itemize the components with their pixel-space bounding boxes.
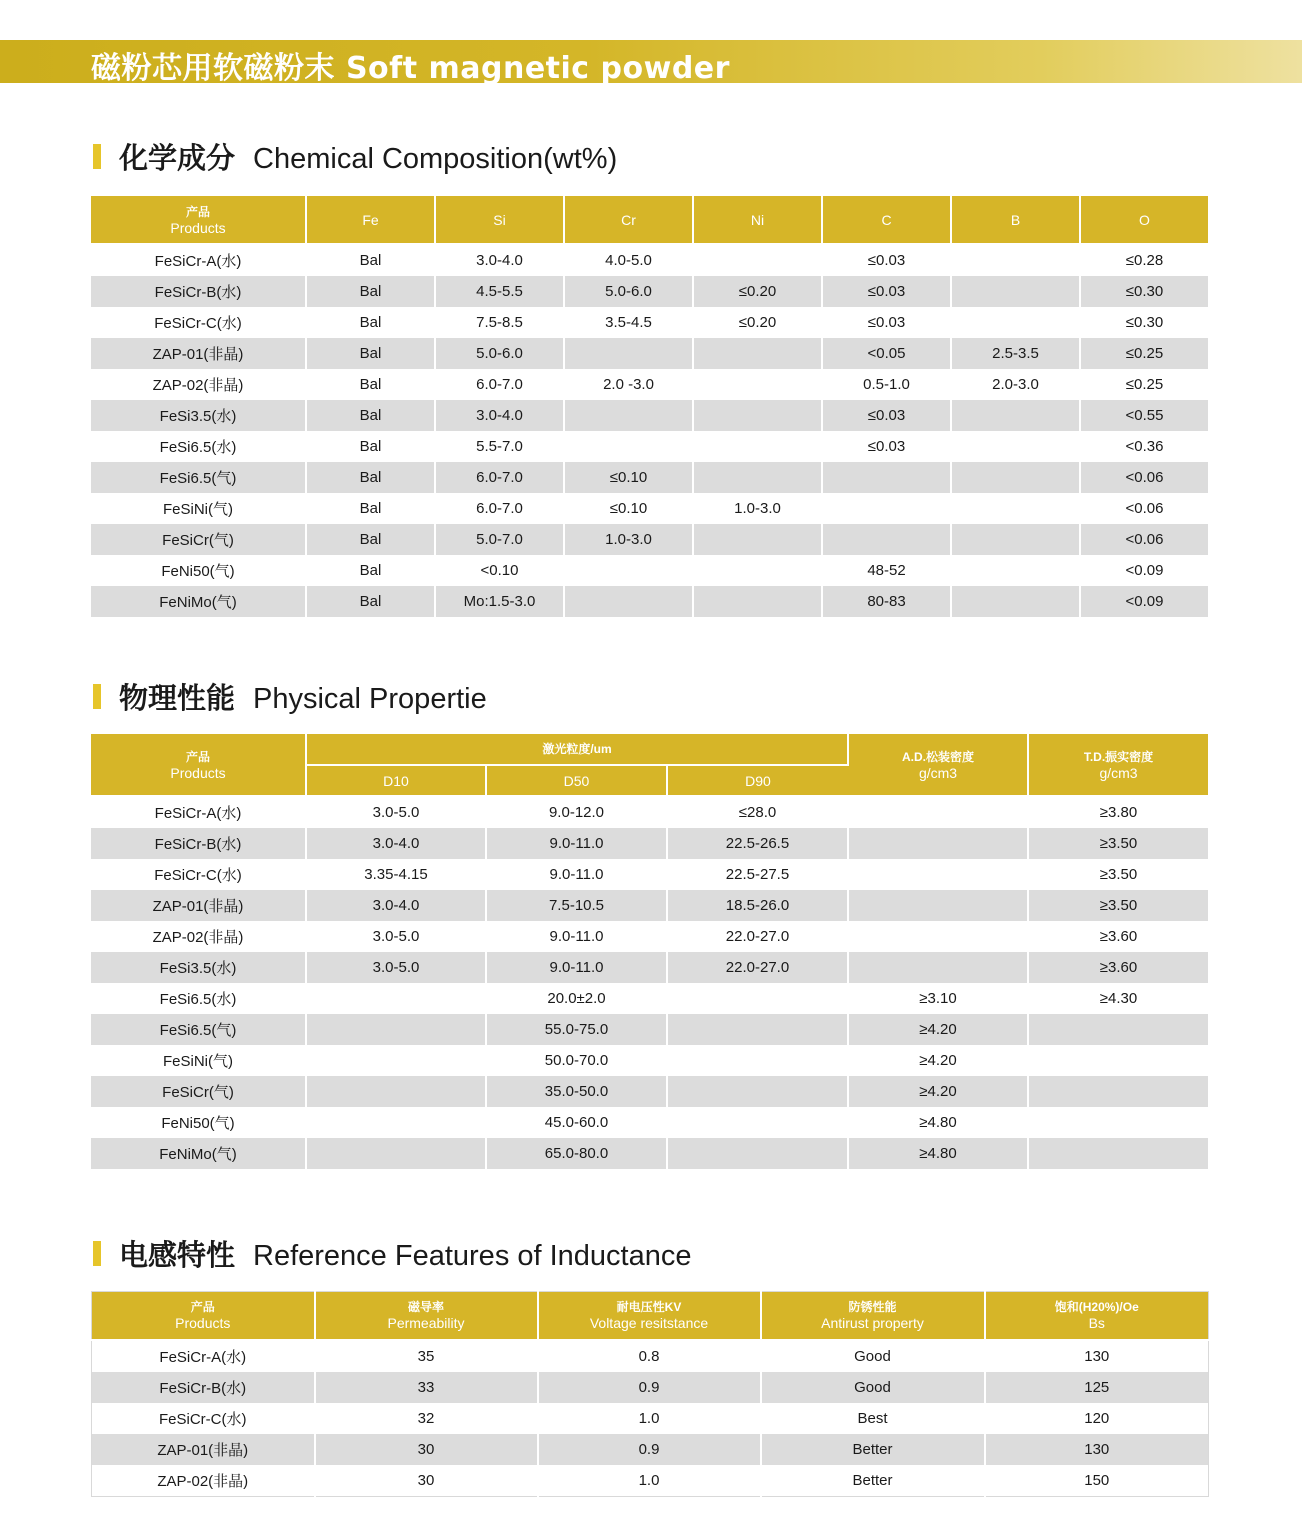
table-cell — [667, 1014, 848, 1045]
product-name-cell: ZAP-01(非晶) — [92, 1434, 315, 1465]
table-cell: 6.0-7.0 — [435, 462, 564, 493]
table-cell: Bal — [306, 493, 435, 524]
chem-composition-table — [91, 196, 1208, 617]
table-cell: Good — [761, 1372, 985, 1403]
table-row — [91, 1138, 1208, 1169]
table-row — [91, 369, 1208, 400]
table-cell — [951, 431, 1080, 462]
header-laser-particle-size: 激光粒度/um — [306, 734, 848, 765]
table-cell: <0.36 — [1080, 431, 1208, 462]
table-cell: Bal — [306, 276, 435, 307]
table-cell — [951, 524, 1080, 555]
table-cell: 0.9 — [538, 1434, 761, 1465]
table-cell — [822, 462, 951, 493]
table-cell: 22.0-27.0 — [667, 921, 848, 952]
table-cell — [306, 1138, 486, 1169]
table-row — [91, 1014, 1208, 1045]
table-row — [91, 276, 1208, 307]
table-cell: Bal — [306, 400, 435, 431]
header-products: 产品 Products — [92, 1292, 315, 1340]
chem-title-cn: 化学成分 — [119, 143, 236, 175]
table-cell: ≤0.10 — [564, 462, 693, 493]
table-cell: <0.06 — [1080, 462, 1208, 493]
inductance-table — [91, 1291, 1209, 1497]
table-cell: ≤0.10 — [564, 493, 693, 524]
table-row — [91, 1045, 1208, 1076]
table-cell — [1028, 1138, 1208, 1169]
table-row — [91, 338, 1208, 369]
table-cell: <0.10 — [435, 555, 564, 586]
table-row — [91, 493, 1208, 524]
product-name-cell: FeSi6.5(水) — [91, 983, 306, 1014]
header-ni: Ni — [693, 196, 822, 244]
table-cell — [951, 586, 1080, 617]
table-cell — [848, 921, 1028, 952]
header-cr: Cr — [564, 196, 693, 244]
table-cell: ≤0.30 — [1080, 276, 1208, 307]
table-cell: 35.0-50.0 — [486, 1076, 667, 1107]
table-cell: 3.0-5.0 — [306, 921, 486, 952]
table-cell — [693, 586, 822, 617]
table-cell: Bal — [306, 555, 435, 586]
table-cell: ≤0.03 — [822, 400, 951, 431]
table-cell: Good — [761, 1340, 985, 1372]
table-cell: Best — [761, 1403, 985, 1434]
section-marker — [93, 144, 101, 169]
header-fe: Fe — [306, 196, 435, 244]
table-cell: Bal — [306, 244, 435, 276]
table-cell — [848, 890, 1028, 921]
ind-title-en: Reference Features of Inductance — [253, 1240, 692, 1272]
table-cell — [951, 400, 1080, 431]
table-row — [91, 828, 1208, 859]
table-cell: Bal — [306, 462, 435, 493]
table-cell: Mo:1.5-3.0 — [435, 586, 564, 617]
table-cell — [848, 796, 1028, 828]
table-cell — [951, 462, 1080, 493]
product-name-cell: FeSiCr-C(水) — [92, 1403, 315, 1434]
chem-section-title — [119, 136, 617, 177]
header-d90: D90 — [667, 765, 848, 796]
ind-title-cn: 电感特性 — [119, 1240, 236, 1272]
table-cell: ≥3.50 — [1028, 859, 1208, 890]
product-name-cell: FeSiCr(气) — [91, 1076, 306, 1107]
table-cell: 18.5-26.0 — [667, 890, 848, 921]
table-cell — [564, 586, 693, 617]
table-cell: ≥4.20 — [848, 1076, 1028, 1107]
table-cell — [951, 244, 1080, 276]
table-cell: Bal — [306, 524, 435, 555]
table-cell: ≥4.30 — [1028, 983, 1208, 1014]
table-row — [91, 462, 1208, 493]
table-cell: 7.5-10.5 — [486, 890, 667, 921]
table-cell: 3.0-5.0 — [306, 796, 486, 828]
table-cell — [693, 369, 822, 400]
header-permeability: 磁导率 Permeability — [315, 1292, 538, 1340]
product-name-cell: ZAP-01(非晶) — [91, 890, 306, 921]
product-name-cell: FeSiCr(气) — [91, 524, 306, 555]
table-cell: 2.0-3.0 — [951, 369, 1080, 400]
physical-properties-table — [91, 734, 1208, 1169]
section-marker — [93, 684, 101, 709]
table-cell: 7.5-8.5 — [435, 307, 564, 338]
table-cell: 0.9 — [538, 1372, 761, 1403]
table-row — [92, 1340, 1209, 1372]
table-row — [91, 400, 1208, 431]
product-name-cell: FeSi6.5(水) — [91, 431, 306, 462]
table-row — [91, 586, 1208, 617]
table-cell: 0.8 — [538, 1340, 761, 1372]
table-cell — [822, 493, 951, 524]
chem-title-en: Chemical Composition(wt%) — [253, 143, 618, 175]
table-cell: ≥4.80 — [848, 1107, 1028, 1138]
table-cell: ≤0.20 — [693, 276, 822, 307]
table-row — [91, 555, 1208, 586]
table-cell — [1028, 1076, 1208, 1107]
table-cell: 9.0-12.0 — [486, 796, 667, 828]
banner-title: 磁粉芯用软磁粉末 Soft magnetic powder — [91, 51, 730, 86]
section-marker — [93, 1241, 101, 1266]
table-cell: ≤0.03 — [822, 244, 951, 276]
table-row — [91, 796, 1208, 828]
table-row — [91, 1107, 1208, 1138]
table-cell — [693, 400, 822, 431]
table-row — [91, 1076, 1208, 1107]
table-cell — [848, 828, 1028, 859]
table-cell — [667, 1107, 848, 1138]
table-cell: 9.0-11.0 — [486, 828, 667, 859]
table-cell: ≥3.10 — [848, 983, 1028, 1014]
table-cell — [564, 338, 693, 369]
table-cell: 80-83 — [822, 586, 951, 617]
product-name-cell: FeNiMo(气) — [91, 586, 306, 617]
table-cell — [693, 338, 822, 369]
table-cell: 22.5-27.5 — [667, 859, 848, 890]
product-name-cell: FeSiCr-B(水) — [91, 276, 306, 307]
table-cell: ≥3.50 — [1028, 890, 1208, 921]
table-cell: 20.0±2.0 — [486, 983, 667, 1014]
product-name-cell: FeSiCr-B(水) — [91, 828, 306, 859]
table-cell: 5.0-7.0 — [435, 524, 564, 555]
header-products: 产品 Products — [91, 734, 306, 796]
phys-title-en: Physical Propertie — [253, 683, 487, 715]
table-cell: 130 — [985, 1434, 1209, 1465]
table-cell: 32 — [315, 1403, 538, 1434]
table-cell — [693, 244, 822, 276]
table-cell: 22.5-26.5 — [667, 828, 848, 859]
table-cell — [306, 1045, 486, 1076]
table-row — [91, 983, 1208, 1014]
product-name-cell: FeSiCr-C(水) — [91, 307, 306, 338]
product-name-cell: FeSiCr-A(水) — [91, 244, 306, 276]
table-cell — [1028, 1107, 1208, 1138]
table-cell — [306, 1107, 486, 1138]
header-antirust: 防锈性能 Antirust property — [761, 1292, 985, 1340]
table-row — [92, 1372, 1209, 1403]
table-cell: ≤0.25 — [1080, 338, 1208, 369]
table-cell: 45.0-60.0 — [486, 1107, 667, 1138]
table-cell: 9.0-11.0 — [486, 859, 667, 890]
table-cell — [306, 1014, 486, 1045]
table-cell — [848, 859, 1028, 890]
product-name-cell: FeSi6.5(气) — [91, 462, 306, 493]
product-name-cell: ZAP-02(非晶) — [91, 369, 306, 400]
table-cell: ≥3.60 — [1028, 952, 1208, 983]
table-row — [91, 859, 1208, 890]
product-name-cell: FeSiNi(气) — [91, 1045, 306, 1076]
product-name-cell: ZAP-01(非晶) — [91, 338, 306, 369]
header-b: B — [951, 196, 1080, 244]
table-cell: 6.0-7.0 — [435, 369, 564, 400]
table-cell: 1.0-3.0 — [693, 493, 822, 524]
table-cell: Bal — [306, 431, 435, 462]
product-name-cell: FeSiNi(气) — [91, 493, 306, 524]
product-name-cell: ZAP-02(非晶) — [91, 921, 306, 952]
table-cell: Bal — [306, 586, 435, 617]
chem-table-body — [91, 244, 1208, 617]
table-cell: <0.09 — [1080, 586, 1208, 617]
table-cell — [822, 524, 951, 555]
table-cell — [667, 1045, 848, 1076]
table-cell — [693, 524, 822, 555]
header-voltage-resistance: 耐电压性KV Voltage resitstance — [538, 1292, 761, 1340]
product-name-cell: FeNi50(气) — [91, 1107, 306, 1138]
table-cell: <0.05 — [822, 338, 951, 369]
ind-section-title — [119, 1233, 692, 1274]
table-cell: 9.0-11.0 — [486, 921, 667, 952]
phys-title-cn: 物理性能 — [119, 683, 236, 715]
table-cell: 4.5-5.5 — [435, 276, 564, 307]
table-cell — [667, 1076, 848, 1107]
product-name-cell: FeSiCr-C(水) — [91, 859, 306, 890]
table-cell: ≥4.20 — [848, 1045, 1028, 1076]
product-name-cell: FeSi3.5(水) — [91, 952, 306, 983]
table-cell — [951, 307, 1080, 338]
table-cell: ≤0.03 — [822, 431, 951, 462]
table-row — [92, 1465, 1209, 1497]
table-cell: ≥3.60 — [1028, 921, 1208, 952]
phys-table-body — [91, 796, 1208, 1169]
table-cell: 120 — [985, 1403, 1209, 1434]
table-cell: 30 — [315, 1465, 538, 1497]
product-name-cell: FeSiCr-B(水) — [92, 1372, 315, 1403]
table-cell — [306, 1076, 486, 1107]
table-cell — [564, 400, 693, 431]
table-cell: 3.0-4.0 — [306, 828, 486, 859]
table-cell — [667, 983, 848, 1014]
table-row — [91, 524, 1208, 555]
top-banner — [0, 40, 1302, 86]
table-cell — [951, 493, 1080, 524]
table-cell: 2.5-3.5 — [951, 338, 1080, 369]
table-cell: ≥3.80 — [1028, 796, 1208, 828]
table-cell — [693, 555, 822, 586]
header-d50: D50 — [486, 765, 667, 796]
table-cell: 4.0-5.0 — [564, 244, 693, 276]
table-cell: Bal — [306, 338, 435, 369]
table-cell: ≤0.03 — [822, 307, 951, 338]
table-cell — [1028, 1014, 1208, 1045]
table-cell — [306, 983, 486, 1014]
table-cell: 5.0-6.0 — [435, 338, 564, 369]
table-cell: 150 — [985, 1465, 1209, 1497]
table-cell: 3.0-4.0 — [306, 890, 486, 921]
table-cell: 3.35-4.15 — [306, 859, 486, 890]
table-cell — [848, 952, 1028, 983]
table-cell: Bal — [306, 369, 435, 400]
table-cell: ≤0.30 — [1080, 307, 1208, 338]
table-cell: ≤0.20 — [693, 307, 822, 338]
table-cell: Bal — [306, 307, 435, 338]
table-cell: 3.0-4.0 — [435, 244, 564, 276]
table-row — [92, 1434, 1209, 1465]
header-c: C — [822, 196, 951, 244]
table-cell: Better — [761, 1434, 985, 1465]
table-cell: 3.0-5.0 — [306, 952, 486, 983]
table-cell: ≥4.20 — [848, 1014, 1028, 1045]
table-cell: 5.0-6.0 — [564, 276, 693, 307]
product-name-cell: FeSi6.5(气) — [91, 1014, 306, 1045]
table-cell: ≤0.28 — [1080, 244, 1208, 276]
header-saturation: 饱和(H20%)/Oe Bs — [985, 1292, 1209, 1340]
table-cell: 2.0 -3.0 — [564, 369, 693, 400]
table-cell: 5.5-7.0 — [435, 431, 564, 462]
header-products: 产品 Products — [91, 196, 306, 244]
table-row — [92, 1403, 1209, 1434]
table-row — [91, 244, 1208, 276]
table-cell: ≤28.0 — [667, 796, 848, 828]
table-cell: 1.0 — [538, 1465, 761, 1497]
table-cell: <0.09 — [1080, 555, 1208, 586]
product-name-cell: FeSiCr-A(水) — [91, 796, 306, 828]
table-cell: 55.0-75.0 — [486, 1014, 667, 1045]
table-cell: 65.0-80.0 — [486, 1138, 667, 1169]
table-cell — [951, 555, 1080, 586]
table-cell: 1.0-3.0 — [564, 524, 693, 555]
header-apparent-density: A.D.松装密度 g/cm3 — [848, 734, 1028, 796]
table-cell: ≥4.80 — [848, 1138, 1028, 1169]
table-cell: 50.0-70.0 — [486, 1045, 667, 1076]
table-cell: 9.0-11.0 — [486, 952, 667, 983]
table-cell: 3.0-4.0 — [435, 400, 564, 431]
table-cell: ≤0.03 — [822, 276, 951, 307]
product-name-cell: FeNiMo(气) — [91, 1138, 306, 1169]
table-cell — [1028, 1045, 1208, 1076]
table-cell: <0.06 — [1080, 524, 1208, 555]
header-o: O — [1080, 196, 1208, 244]
table-cell: Better — [761, 1465, 985, 1497]
table-cell — [951, 276, 1080, 307]
table-cell: <0.55 — [1080, 400, 1208, 431]
table-cell: 1.0 — [538, 1403, 761, 1434]
table-cell: 125 — [985, 1372, 1209, 1403]
table-cell: 3.5-4.5 — [564, 307, 693, 338]
table-cell: 30 — [315, 1434, 538, 1465]
table-row — [91, 307, 1208, 338]
table-row — [91, 431, 1208, 462]
table-cell: ≤0.25 — [1080, 369, 1208, 400]
header-d10: D10 — [306, 765, 486, 796]
table-cell: 22.0-27.0 — [667, 952, 848, 983]
product-name-cell: ZAP-02(非晶) — [92, 1465, 315, 1497]
table-cell: ≥3.50 — [1028, 828, 1208, 859]
table-cell — [693, 462, 822, 493]
table-cell: 130 — [985, 1340, 1209, 1372]
table-cell: 0.5-1.0 — [822, 369, 951, 400]
header-si: Si — [435, 196, 564, 244]
table-cell — [564, 431, 693, 462]
header-tap-density: T.D.振实密度 g/cm3 — [1028, 734, 1208, 796]
table-row — [91, 890, 1208, 921]
table-cell: <0.06 — [1080, 493, 1208, 524]
phys-section-title — [119, 676, 487, 717]
table-cell: 35 — [315, 1340, 538, 1372]
table-cell — [564, 555, 693, 586]
table-row — [91, 921, 1208, 952]
ind-table-body — [92, 1340, 1209, 1497]
table-cell — [693, 431, 822, 462]
product-name-cell: FeNi50(气) — [91, 555, 306, 586]
table-cell: 48-52 — [822, 555, 951, 586]
product-name-cell: FeSiCr-A(水) — [92, 1340, 315, 1372]
table-cell: 6.0-7.0 — [435, 493, 564, 524]
product-name-cell: FeSi3.5(水) — [91, 400, 306, 431]
table-row — [91, 952, 1208, 983]
table-cell — [667, 1138, 848, 1169]
table-cell: 33 — [315, 1372, 538, 1403]
